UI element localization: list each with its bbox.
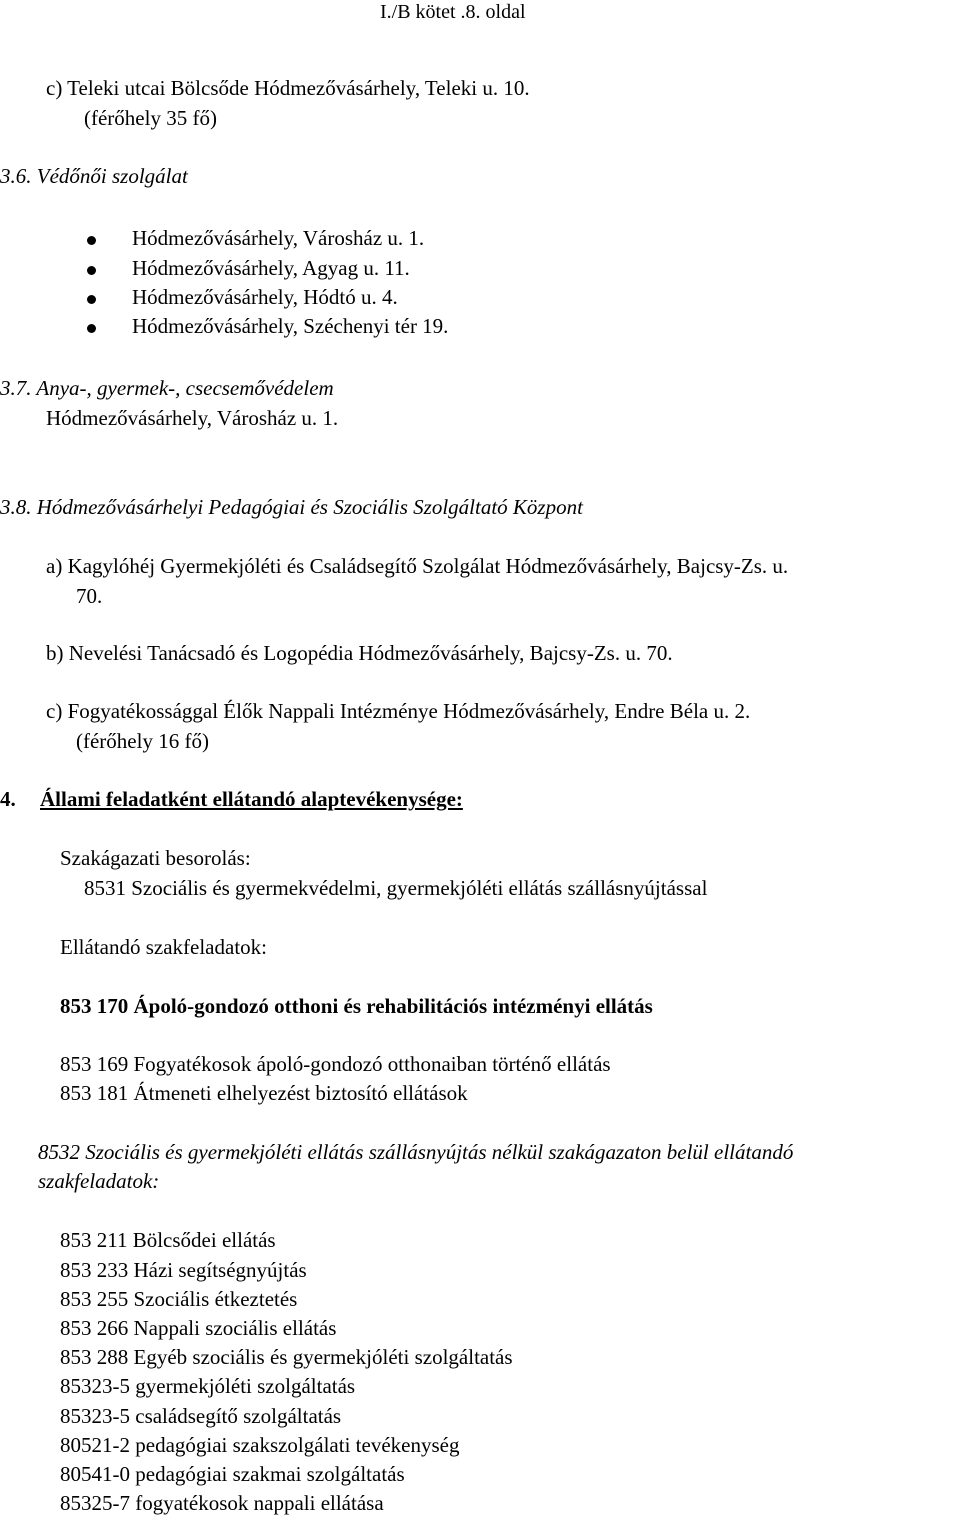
item-a-line-2: 70. xyxy=(76,584,103,608)
list-item: Hódmezővásárhely, Városház u. 1. xyxy=(132,226,425,250)
item-c-line-1: c) Fogyatékossággal Élők Nappali Intézménye Hódmezővásárhely, Endre Béla u. 2. xyxy=(46,699,751,723)
item-a-line-1: a) Kagylóhéj Gyermekjóléti és Családsegítő Szolgálat Hódmezővásárhely, Bajcsy-Zs. u. xyxy=(46,554,789,578)
list-item: 85325-7 fogyatékosok nappali ellátása xyxy=(60,1491,384,1515)
list-item: 85323-5 családsegítő szolgáltatás xyxy=(60,1404,342,1428)
nursery-line-1: c) Teleki utcai Bölcsőde Hódmezővásárhely, Teleki u. 10. xyxy=(46,76,530,100)
section-3-7-address: Hódmezővásárhely, Városház u. 1. xyxy=(46,406,339,430)
bullet-icon xyxy=(87,295,96,304)
subsector-title-line-2: szakfeladatok: xyxy=(38,1169,160,1193)
list-item: 853 266 Nappali szociális ellátás xyxy=(60,1316,337,1340)
bullet-icon xyxy=(87,324,96,333)
list-item: 853 255 Szociális étkeztetés xyxy=(60,1287,298,1311)
subsector-title-line-1: 8532 Szociális és gyermekjóléti ellátás szállásnyújtás nélkül szakágazaton belül ellátandó xyxy=(38,1140,794,1164)
branch-label: Szakágazati besorolás: xyxy=(60,846,251,870)
task-item: 853 169 Fogyatékosok ápoló-gondozó otthonaiban történő ellátás xyxy=(60,1052,611,1076)
task-item: 853 181 Átmeneti elhelyezést biztosító ellátások xyxy=(60,1081,468,1105)
list-item: 853 233 Házi segítségnyújtás xyxy=(60,1258,307,1282)
section-3-8-title: 3.8. Hódmezővásárhelyi Pedagógiai és Szociális Szolgáltató Központ xyxy=(0,495,583,519)
main-task: 853 170 Ápoló-gondozó otthoni és rehabilitációs intézményi ellátás xyxy=(60,994,653,1018)
item-b-line-1: b) Nevelési Tanácsadó és Logopédia Hódmezővásárhely, Bajcsy-Zs. u. 70. xyxy=(46,641,673,665)
bullet-icon xyxy=(87,236,96,245)
list-item: 853 288 Egyéb szociális és gyermekjóléti szolgáltatás xyxy=(60,1345,513,1369)
page-label: I./B kötet .8. oldal xyxy=(380,1,526,23)
list-item: 853 211 Bölcsődei ellátás xyxy=(60,1228,276,1252)
list-item: 80541-0 pedagógiai szakmai szolgáltatás xyxy=(60,1462,405,1486)
list-item: Hódmezővásárhely, Széchenyi tér 19. xyxy=(132,314,449,338)
item-c-line-2: (férőhely 16 fő) xyxy=(76,729,209,753)
section-3-6-title: 3.6. Védőnői szolgálat xyxy=(0,164,188,188)
section-4-title: Állami feladatként ellátandó alaptevékenysége: xyxy=(40,787,463,811)
nursery-line-2: (férőhely 35 fő) xyxy=(84,106,217,130)
list-item: Hódmezővásárhely, Agyag u. 11. xyxy=(132,256,410,280)
section-3-7-title: 3.7. Anya-, gyermek-, csecsemővédelem xyxy=(0,376,334,400)
list-item: 80521-2 pedagógiai szakszolgálati tevékenység xyxy=(60,1433,460,1457)
list-item: 85323-5 gyermekjóléti szolgáltatás xyxy=(60,1374,356,1398)
branch-value: 8531 Szociális és gyermekvédelmi, gyermekjóléti ellátás szállásnyújtással xyxy=(84,876,708,900)
list-item: Hódmezővásárhely, Hódtó u. 4. xyxy=(132,285,398,309)
section-4-number: 4. xyxy=(0,787,16,811)
tasks-label: Ellátandó szakfeladatok: xyxy=(60,935,267,959)
bullet-icon xyxy=(87,266,96,275)
